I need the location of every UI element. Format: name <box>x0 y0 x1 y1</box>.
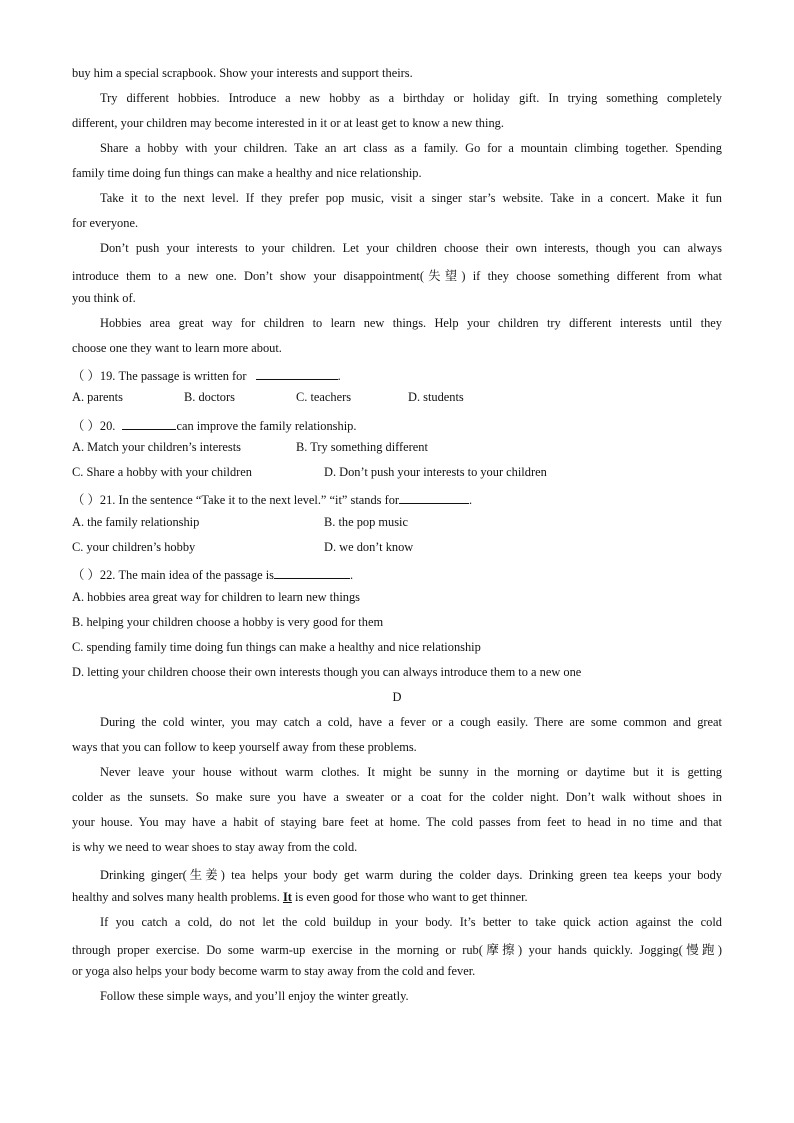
answer-blank[interactable] <box>274 568 350 579</box>
question-22-stem: （ ）22. The main idea of the passage is <box>72 568 274 582</box>
underlined-word: It <box>282 890 292 904</box>
option-19d: D. students <box>408 390 464 404</box>
answer-blank[interactable] <box>122 419 176 430</box>
passage-c-line: different, your children may become interested in it or at least get to know a new thing. <box>72 116 504 130</box>
option-21a: A. the family relationship <box>72 515 200 529</box>
passage-d-line: through proper exercise. Do some warm-up exercise in the morning or rub(摩擦) your hands quickly. Jogging(慢跑) <box>72 943 722 957</box>
passage-d-text: healthy and solves many health problems. <box>72 890 280 904</box>
passage-c-line: Take it to the next level. If they prefer pop music, visit a singer star’s website. Take in a concert. Make it fun <box>100 191 722 205</box>
option-22a: A. hobbies area great way for children to learn new things <box>72 590 360 604</box>
question-22-end: . <box>349 568 354 582</box>
passage-c-line: Don’t push your interests to your children. Let your children choose their own interests, though you can always <box>100 241 722 255</box>
option-22b: B. helping your children choose a hobby is very good for them <box>72 615 384 629</box>
passage-c-line: for everyone. <box>72 216 139 230</box>
passage-d-line: your house. You may have a habit of staying bare feet at home. The cold passes from feet to head in no time and that <box>72 815 722 829</box>
passage-c-line: Hobbies area great way for children to learn new things. Help your children try different interests until they <box>100 316 722 330</box>
passage-d-line: or yoga also helps your body become warm to stay away from the cold and fever. <box>72 964 476 978</box>
passage-c-line: Share a hobby with your children. Take an art class as a family. Go for a mountain climbing together. Spending <box>100 141 722 155</box>
passage-c-line: Try different hobbies. Introduce a new hobby as a birthday or holiday gift. In trying something completely <box>100 91 722 105</box>
question-20 <box>72 416 722 434</box>
passage-c-line: family time doing fun things can make a healthy and nice relationship. <box>72 166 422 180</box>
answer-blank[interactable] <box>399 493 469 504</box>
option-21b: B. the pop music <box>324 515 408 529</box>
answer-blank[interactable] <box>256 369 338 380</box>
option-20c: C. Share a hobby with your children <box>72 465 252 479</box>
passage-d-line: Follow these simple ways, and you’ll enjoy the winter greatly. <box>100 989 409 1003</box>
question-19-stem: （ ）19. The passage is written for <box>72 369 247 383</box>
passage-c-line: buy him a special scrapbook. Show your interests and support theirs. <box>72 66 413 80</box>
question-20-stem: （ ）20. <box>72 419 116 433</box>
option-20a: A. Match your children’s interests <box>72 440 241 454</box>
passage-d-line: During the cold winter, you may catch a cold, have a fever or a cough easily. There are some common and great <box>100 715 722 729</box>
question-19 <box>72 366 722 384</box>
question-21 <box>72 490 722 508</box>
passage-c-line: choose one they want to learn more about. <box>72 341 282 355</box>
passage-d-line: If you catch a cold, do not let the cold buildup in your body. It’s better to take quick action against the cold <box>100 915 722 929</box>
question-19-end: . <box>337 369 341 383</box>
option-19c: C. teachers <box>296 390 352 404</box>
option-21d: D. we don’t know <box>324 540 414 554</box>
passage-c-line: introduce them to a new one. Don’t show your disappointment(失望) if they choose something different from what <box>72 269 722 283</box>
passage-d-line <box>72 890 722 905</box>
passage-d-heading: D <box>392 690 402 704</box>
option-22c: C. spending family time doing fun things can make a healthy and nice relationship <box>72 640 481 654</box>
passage-d-line: Drinking ginger(生姜) tea helps your body get warm during the colder days. Drinking green tea keeps your body <box>100 868 722 882</box>
passage-d-line: Never leave your house without warm clothes. It might be sunny in the morning or daytime but it is getting <box>100 765 722 779</box>
option-21c: C. your children’s hobby <box>72 540 196 554</box>
option-22d: D. letting your children choose their own interests though you can always introduce them to a new one <box>72 665 582 679</box>
question-20-rest: can improve the family relationship. <box>176 419 357 433</box>
passage-c-line: you think of. <box>72 291 136 305</box>
question-21-end: . <box>469 493 473 507</box>
passage-d-line: colder as the sunsets. So make sure you have a sweater or a coat for the colder night. Don’t walk without shoes in <box>72 790 722 804</box>
question-21-stem: （ ）21. In the sentence “Take it to the next level.” “it” stands for <box>72 493 400 507</box>
question-22 <box>72 565 722 583</box>
option-19a: A. parents <box>72 390 123 404</box>
passage-d-line: is why we need to wear shoes to stay away from the cold. <box>72 840 358 854</box>
passage-d-line: ways that you can follow to keep yourself away from these problems. <box>72 740 417 754</box>
option-19b: B. doctors <box>184 390 235 404</box>
passage-d-text: is even good for those who want to get thinner. <box>295 890 528 904</box>
option-20b: B. Try something different <box>296 440 428 454</box>
option-20d: D. Don’t push your interests to your children <box>324 465 547 479</box>
